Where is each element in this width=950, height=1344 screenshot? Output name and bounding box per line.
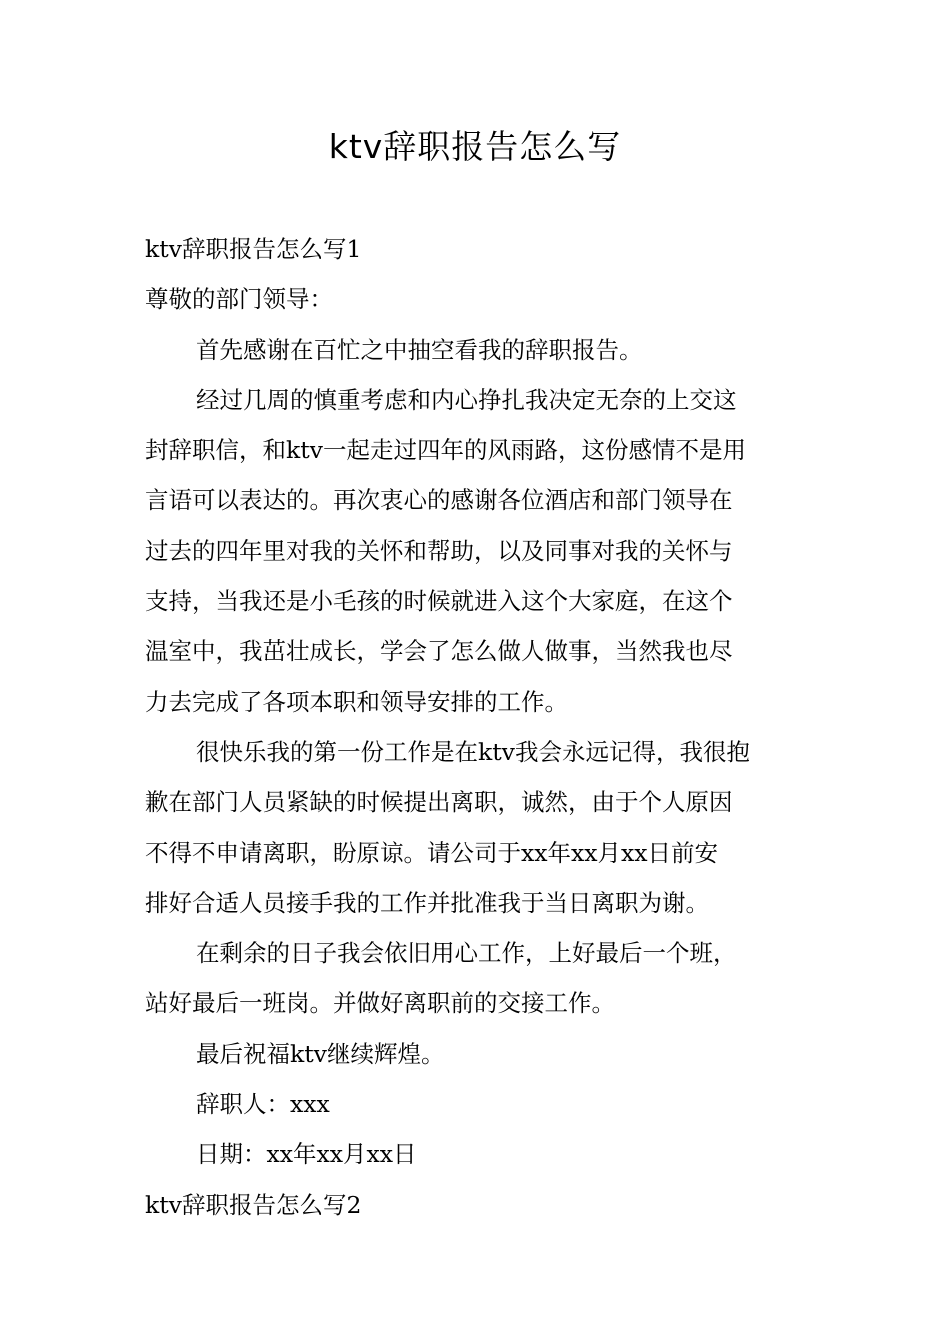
paragraph-line: 过去的四年里对我的关怀和帮助，以及同事对我的关怀与 [145, 536, 733, 565]
paragraph-line: 站好最后一班岗。并做好离职前的交接工作。 [145, 989, 615, 1018]
document-title: ktv辞职报告怎么写 [328, 127, 622, 166]
paragraph-3 [145, 727, 807, 928]
paragraph-line: 言语可以表达的。再次衷心的感谢各位酒店和部门领导在 [145, 486, 733, 515]
signer-line: 辞职人：xxx [196, 1090, 330, 1119]
closing-wish: 最后祝福ktv继续辉煌。 [196, 1039, 445, 1068]
paragraph-line: 力去完成了各项本职和领导安排的工作。 [145, 687, 568, 716]
section-heading-1: ktv辞职报告怎么写1 [145, 235, 362, 263]
paragraph-line: 首先感谢在百忙之中抽空看我的辞职报告。 [196, 335, 643, 364]
salutation: 尊敬的部门领导： [145, 285, 333, 314]
paragraph-line: 歉在部门人员紧缺的时候提出离职，诚然，由于个人原因 [145, 788, 733, 817]
paragraph-line: 在剩余的日子我会依旧用心工作，上好最后一个班， [196, 939, 737, 968]
paragraph-line: 温室中，我茁壮成长，学会了怎么做人做事，当然我也尽 [145, 637, 733, 666]
date-line: 日期：xx年xx月xx日 [196, 1140, 417, 1169]
paragraph-line: 很快乐我的第一份工作是在ktv我会永远记得，我很抱 [196, 737, 750, 766]
paragraph-line: 排好合适人员接手我的工作并批准我于当日离职为谢。 [145, 888, 709, 917]
paragraph-line: 不得不申请离职，盼原谅。请公司于xx年xx月xx日前安 [145, 838, 719, 867]
paragraph-line: 封辞职信，和ktv一起走过四年的风雨路，这份感情不是用 [145, 436, 746, 465]
paragraph-line: 支持，当我还是小毛孩的时候就进入这个大家庭，在这个 [145, 587, 733, 616]
paragraph-4 [145, 928, 807, 1029]
paragraph-2 [145, 375, 807, 727]
document-body [145, 224, 807, 1230]
section-heading-2: ktv辞职报告怎么写2 [145, 1190, 362, 1219]
paragraph-1 [145, 325, 807, 375]
paragraph-line: 经过几周的慎重考虑和内心挣扎我决定无奈的上交这 [196, 385, 737, 414]
